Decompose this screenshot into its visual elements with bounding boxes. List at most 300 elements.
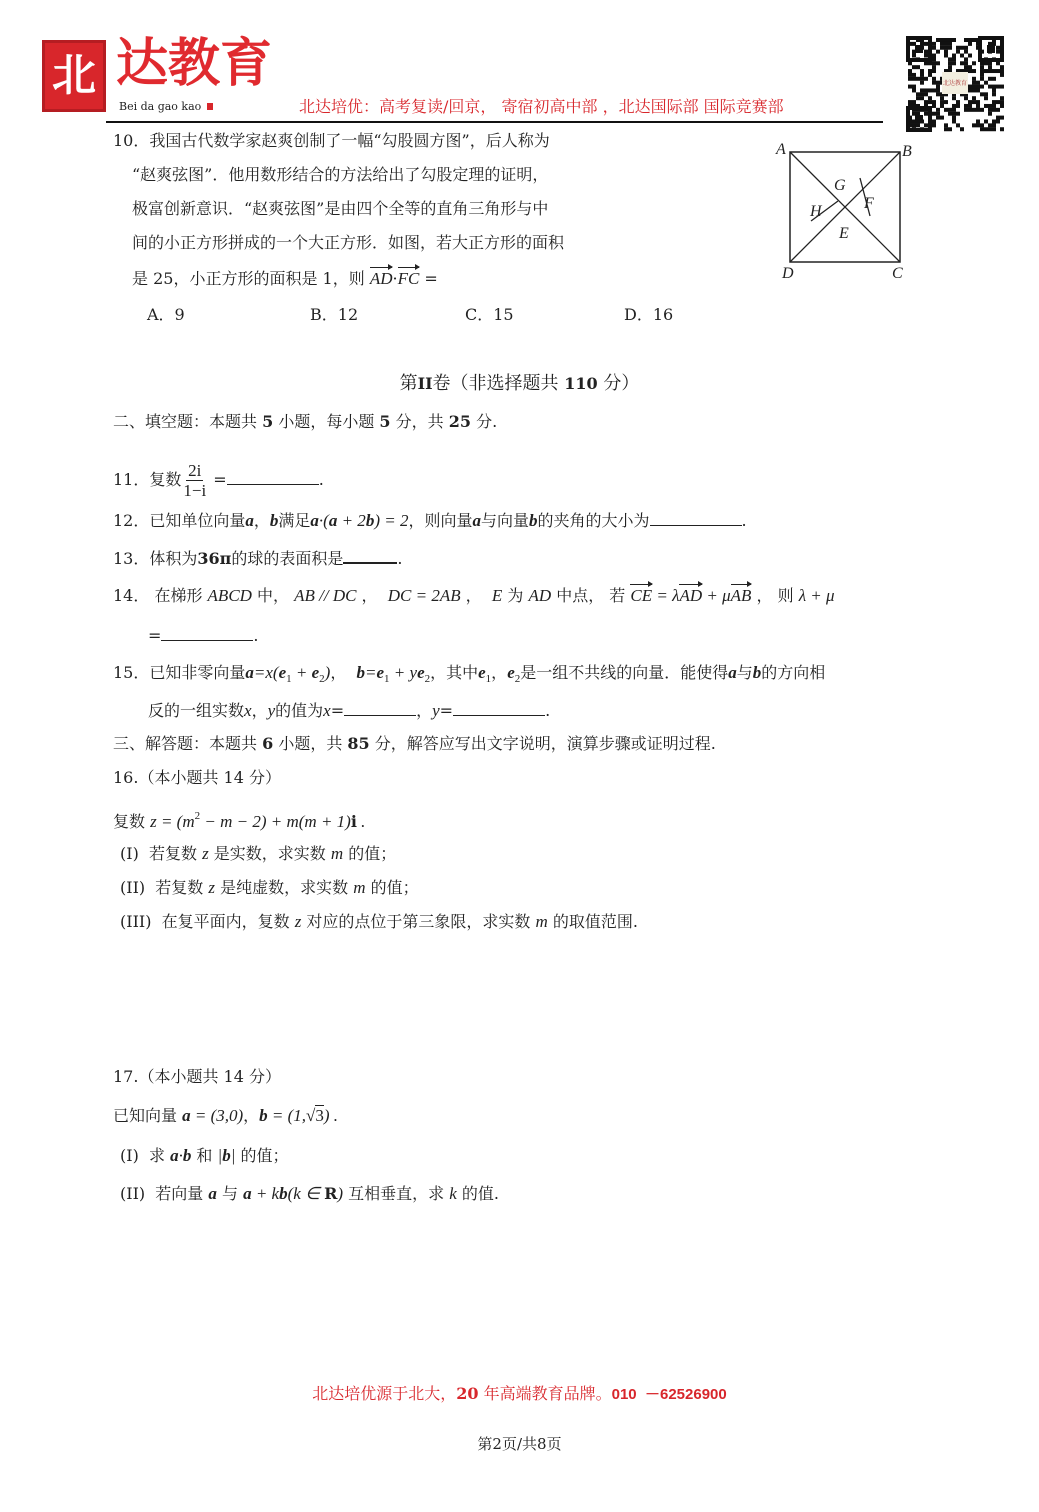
qr-module [932,54,936,58]
qr-module [972,61,976,65]
text-segment: ，其中 [430,663,479,682]
text-segment: i [350,812,357,831]
qr-module [1000,73,1004,77]
qr-module [964,61,968,65]
qr-module [988,127,992,131]
text-line [113,586,835,606]
qr-module [988,77,992,81]
text-segment: − m − 2) + m(m + 1) [200,812,351,831]
text-segment: = [365,663,377,682]
qr-module [988,108,992,112]
qr-module [992,85,996,89]
qr-module [916,123,920,127]
vector-symbol: AD [369,269,393,288]
text-segment: 16.（本小题共 14 分） [113,768,281,787]
answer-blank [650,511,742,526]
qr-module [988,85,992,89]
qr-module [912,65,916,69]
qr-module [956,123,960,127]
answer-blank [343,548,397,564]
logo-text: 达教育 [116,33,273,94]
qr-module [956,100,960,104]
qr-module [932,61,936,65]
text-segment: 5 [379,412,391,431]
fraction [183,461,206,500]
qr-module [964,65,968,69]
qr-module [988,123,992,127]
qr-module [992,88,996,92]
text-segment: AB // DC [294,586,357,605]
qr-module [1000,127,1004,131]
text-segment: 1 [384,673,390,685]
qr-module [932,65,936,69]
text-segment: = (1, [267,1106,307,1125]
text-segment: 36π [197,549,232,568]
logo-pinyin-text: Bei da gao kao [119,100,202,113]
qr-module [924,88,928,92]
text-segment: II [417,374,433,393]
qr-module [996,69,1000,73]
text-segment: b [356,663,365,682]
qr-module [960,61,964,65]
qr-module [968,108,972,112]
text-segment: b [528,511,538,530]
text-segment: ， [491,663,508,682]
qr-module [940,104,944,108]
text-line [113,412,497,432]
qr-module [972,85,976,89]
qr-module [976,104,980,108]
text-segment: b [752,663,762,682]
text-segment: k [449,1184,457,1203]
qr-module [912,85,916,89]
qr-module [916,77,920,81]
text-segment: 1 [485,673,492,685]
qr-module [972,38,976,42]
text-segment: 已知向量 [113,1106,183,1125]
qr-module [940,38,944,42]
vector-symbol: AD [679,586,703,605]
qr-module [988,65,992,69]
qr-module [988,69,992,73]
qr-module [920,73,924,77]
text-segment: m [535,912,548,931]
header-slogan: 北达培优：高考复读/回京， 寄宿初高中部 ，北达国际部 国际竞赛部 [299,97,784,116]
qr-module [932,104,936,108]
qr-module [988,104,992,108]
text-segment: a [243,1184,252,1203]
qr-module [936,92,940,96]
text-line [0,374,1039,394]
label-b: B [902,143,912,160]
qr-module [968,69,972,73]
qr-module [952,116,956,120]
text-segment: e [311,663,320,682]
text-segment: b [279,1184,288,1203]
text-segment: (III) 在复平面内，复数 [120,912,295,931]
text-segment: b [365,511,375,530]
qr-module [948,38,952,42]
text-segment: a [310,511,319,530]
qr-module [976,85,980,89]
qr-module [992,108,996,112]
text-segment: 是 25，小正方形的面积是 1，则 [132,269,370,288]
logo-mark [42,40,106,112]
text-segment: m [353,878,366,897]
text-segment: · [178,1146,183,1165]
text-segment: a [245,511,254,530]
text-segment: e [478,663,486,682]
text-segment: = [148,626,162,645]
text-line [113,131,550,151]
text-segment: e [507,663,515,682]
qr-module [988,112,992,116]
qr-module [944,50,948,54]
qr-module [952,38,956,42]
text-segment: 11．复数 [113,470,182,489]
qr-module [984,127,988,131]
text-line [132,233,564,253]
qr-module [980,77,984,81]
text-segment: 的值. [456,1184,500,1203]
qr-module [920,96,924,100]
text-segment: 分，解答应写出文字说明，演算步骤或证明过程. [369,734,716,753]
qr-module [944,100,948,104]
qr-module [984,119,988,123]
qr-module [956,104,960,108]
qr-module [972,88,976,92]
qr-module [968,104,972,108]
qr-module [980,127,984,131]
answer-blank [453,701,545,716]
qr-module [936,38,940,42]
text-segment: . [741,511,747,530]
qr-module [952,108,956,112]
text-line [147,305,185,325]
text-segment: A．9 [147,305,185,324]
text-segment: + 2 [337,511,366,530]
qr-module [964,46,968,50]
text-segment: ) = 2 [374,511,409,530]
qr-module [912,88,916,92]
text-segment: (k ∈ [287,1184,325,1203]
text-segment: x [323,701,331,720]
text-line [113,511,747,531]
text-line [310,305,358,325]
text-segment: =x( [253,663,279,682]
text-line [465,305,514,325]
text-segment: x [244,701,252,720]
qr-module [944,127,948,131]
qr-module [932,88,936,92]
text-segment: 13．体积为 [113,549,198,568]
answer-blank [227,470,319,485]
qr-module [972,108,976,112]
qr-module [960,127,964,131]
qr-module [992,127,996,131]
qr-center-label: 北达教育 [942,80,968,87]
qr-module [1000,100,1004,104]
qr-module [976,100,980,104]
denominator: 1−i [183,481,207,500]
qr-module [924,54,928,58]
qr-module [932,77,936,81]
text-segment: 与 [736,663,753,682]
qr-module [920,81,924,85]
text-line [113,1106,338,1126]
qr-module [964,96,968,100]
text-segment: = [208,470,227,489]
text-segment: D．16 [624,305,674,324]
qr-module [928,73,932,77]
text-segment: . [356,812,366,831]
text-segment: = λ [652,586,680,605]
qr-module [932,69,936,73]
qr-module [968,88,972,92]
text-segment: a [182,1106,191,1125]
text-segment: | [230,1146,236,1165]
qr-module [992,123,996,127]
qr-module [972,77,976,81]
qr-module [1000,65,1004,69]
qr-module [916,65,920,69]
qr-module [916,96,920,100]
text-line [132,269,438,289]
qr-module [968,100,972,104]
qr-module [932,42,936,46]
text-segment: E [491,586,503,605]
logo-pinyin [119,100,213,113]
text-segment: ，则向量 [408,511,473,530]
text-segment: ) . [323,1106,339,1125]
text-segment: + k [251,1184,280,1203]
text-line [120,1146,288,1166]
qr-module [940,42,944,46]
qr-module [936,61,940,65]
text-segment: AD [528,586,552,605]
qr-module [980,69,984,73]
text-segment: (I) 若复数 [120,844,203,863]
qr-module [928,69,932,73]
qr-module [996,100,1000,104]
text-segment: 中， [251,586,295,605]
text-segment: 10．我国古代数学家赵爽创制了一幅“勾股圆方图”，后人称为 [113,131,550,150]
footer-text: 20 [456,1384,479,1403]
qr-module [960,46,964,50]
footer-text: 北达培优源于北大， [312,1384,457,1403]
text-segment: 5 [262,412,274,431]
qr-module [964,104,968,108]
qr-module [976,123,980,127]
text-segment: 15．已知非零向量 [113,663,246,682]
qr-module [908,85,912,89]
text-line [113,548,402,569]
qr-module [936,50,940,54]
text-line [120,878,419,898]
qr-module [972,81,976,85]
text-segment: (I) 求 [120,1146,171,1165]
qr-module [980,73,984,77]
qr-module [912,77,916,81]
text-line [148,626,259,646]
qr-module [980,108,984,112]
text-segment: | [217,1146,223,1165]
text-segment: y [432,701,440,720]
text-segment: = (3,0) [190,1106,244,1125]
text-segment: C．15 [465,305,514,324]
text-segment: 的球的表面积是 [231,549,344,568]
text-segment: 小题，每小题 [273,412,380,431]
qr-module [944,123,948,127]
text-segment: 反的一组实数 [148,701,245,720]
qr-module [1000,85,1004,89]
text-segment: 2 [514,673,521,685]
text-segment: 三、解答题：本题共 [113,734,263,753]
footer-phone: 010 －62526900 [611,1386,727,1403]
qr-module [956,112,960,116]
qr-module [1000,104,1004,108]
qr-module [912,54,916,58]
text-segment: · [392,269,398,288]
text-segment: 小题，共 [273,734,348,753]
text-line [113,806,365,832]
text-segment: z [208,878,216,897]
qr-module [924,112,928,116]
qr-module [972,96,976,100]
qr-module [948,42,952,46]
text-segment: 分） [597,373,640,394]
text-segment: a [328,511,338,530]
text-segment: ， 则 [751,586,799,605]
vector-symbol: AB [730,586,752,605]
qr-module [908,69,912,73]
text-segment: = [330,701,345,720]
text-segment: 6 [262,734,274,753]
qr-module [908,77,912,81]
qr-module [948,127,952,131]
answer-blank [344,701,416,716]
qr-code-icon [906,36,1004,132]
qr-module [912,73,916,77]
text-segment: 卷（非选择题共 [432,373,565,394]
text-segment: 的值为 [275,701,324,720]
text-segment: ， [253,511,270,530]
qr-module [996,46,1000,50]
text-segment: 25 [448,412,472,431]
text-segment: y [267,701,276,720]
qr-module [948,46,952,50]
text-segment: 中点， 若 [551,586,631,605]
label-g: G [834,177,846,194]
qr-module [940,100,944,104]
qr-module [976,81,980,85]
text-segment: b [182,1146,192,1165]
text-segment: 与向量 [480,511,529,530]
text-segment: + μ [702,586,731,605]
text-segment: 1 [286,673,292,685]
text-segment: a [170,1146,179,1165]
qr-module [984,81,988,85]
qr-module [1000,69,1004,73]
label-d: D [782,265,794,282]
text-segment: 85 [347,734,370,753]
qr-module [992,77,996,81]
answer-blank [161,626,253,641]
qr-module [968,38,972,42]
qr-module [984,69,988,73]
text-segment: B．12 [310,305,359,324]
qr-module [956,46,960,50]
text-segment: 的值； [343,844,397,863]
qr-module [920,77,924,81]
text-segment: + [291,663,312,682]
qr-module [936,112,940,116]
text-segment: 是实数，求实数 [208,844,331,863]
text-segment: 的夹角的大小为 [537,511,650,530]
qr-module [944,42,948,46]
qr-module [968,42,972,46]
text-segment: 2 [319,673,325,685]
text-line [113,768,281,788]
text-segment: m [330,844,344,863]
text-segment: e [278,663,287,682]
qr-module [976,88,980,92]
qr-module [1000,116,1004,120]
qr-module [908,73,912,77]
qr-module [996,85,1000,89]
qr-module [928,96,932,100]
qr-module [968,54,972,58]
text-segment: + y [389,663,418,682]
text-segment: e [417,663,425,682]
qr-module [952,54,956,58]
text-segment: R [324,1184,338,1203]
text-segment: a [728,663,737,682]
qr-module [936,108,940,112]
qr-module [912,100,916,104]
qr-module [924,50,928,54]
qr-module [940,96,944,100]
text-segment: (II) 若复数 [120,878,209,897]
qr-module [932,46,936,50]
label-a: A [776,141,786,158]
qr-module [964,57,968,61]
qr-module [992,69,996,73]
text-segment: . [253,626,259,645]
text-segment: DC = 2AB [387,586,461,605]
qr-module [916,92,920,96]
label-f: F [864,195,874,212]
qr-module [952,119,956,123]
text-segment: 极富创新意识．“赵爽弦图”是由四个全等的直角三角形与中 [132,199,549,218]
qr-module [936,88,940,92]
qr-module [948,108,952,112]
text-segment: 的值； [235,1146,289,1165]
text-segment: 分. [471,412,498,431]
qr-module [932,119,936,123]
text-segment: ， [460,586,492,605]
text-segment: 满足 [278,511,311,530]
qr-module [932,123,936,127]
footer-text: 年高端教育品牌。 [478,1384,612,1403]
label-c: C [892,265,903,282]
text-segment: z [202,844,209,863]
qr-module [996,116,1000,120]
text-line [132,199,548,219]
text-segment: 对应的点位于第三象限，求实数 [301,912,536,931]
text-segment: 是一组不共线的向量．能使得 [520,663,729,682]
text-line [113,734,716,754]
